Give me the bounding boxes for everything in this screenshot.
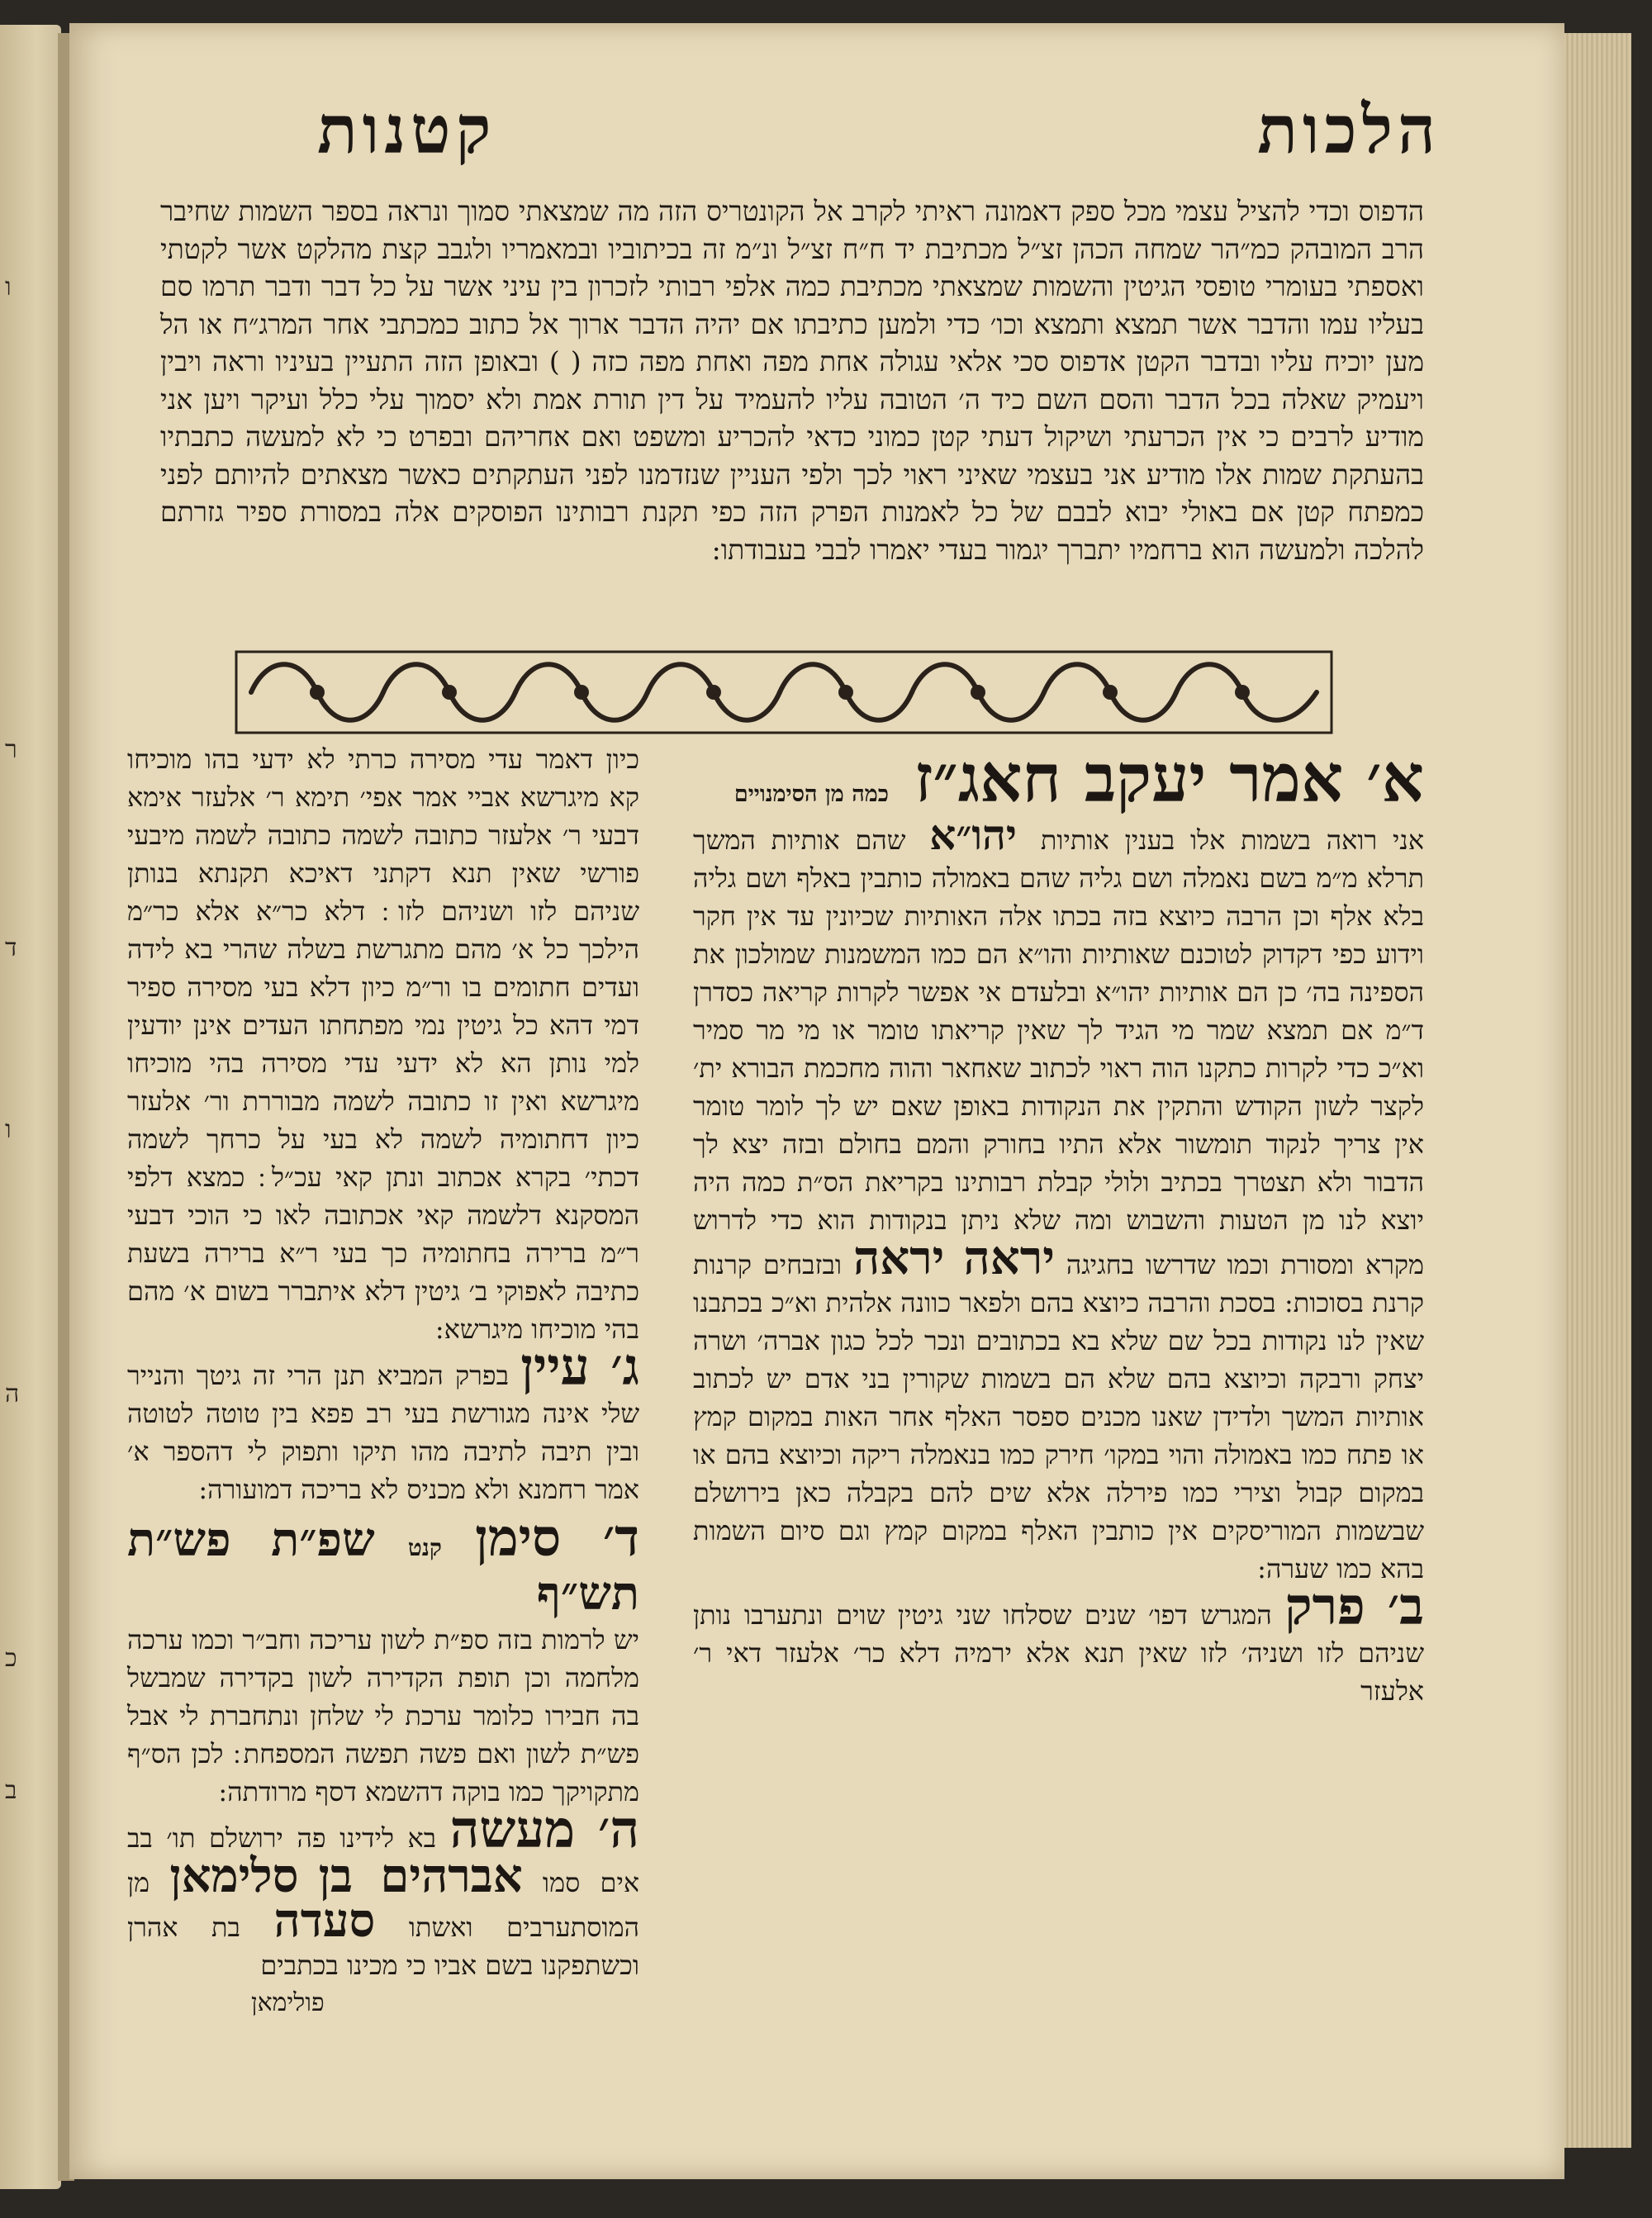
book-page	[69, 23, 1564, 2179]
section-2-body: המגרש דפו׳ שנים שסלחו שני גיטין שוים ונתערבו נותן שניהם לזו ושניה׳ לזו שאין תנא אלא ירמיה דלא כר׳ אלעזר דאי ר׳ אלעזר	[693, 1599, 1424, 1707]
margin-glyph: ב	[5, 1776, 17, 1805]
section-4-title: ד׳ סימן	[475, 1508, 639, 1568]
section-1-body: שהם אותיות המשך תרלא מ״מ בשם נאמלה ושם גליה שהם באמולה כותבין באלף ושם גליה בלא אלף וכן הרבה כיוצא בזה בכתו אלה האותיות שכיונין עד אין חקר וידוע כפי דקדוק לטוכנם שאותיות והו״א הם כמו המשמנות שמולכון את הספינה בה׳ כן הם אותיות יהו״א ובלעדם אי אפשר לקרות קריאה כסדרן ד״מ אם תמצא שמר מי הגיד לך שאין קריאתו טומר או מי מר סמיר וא״כ כדי לקרות כתקנו הוה ראוי לכתוב שאחאר והוה מחכמת הבורא ית׳ לקצר לשון הקודש והתקין את הנקודות באופן שאם יש לך לומר טומר אין צריך לנקוד תומשור אלא התיו בחורק והמם בחולם ובזה יצא לך הדבור ולא תצטרך בכתיב ולולי קבלת רבותינו בקריאת הס״ת כמה היה יוצא לנו מן הטעות והשבוש ומה שלא ניתן בנקודות הוא כדי לדרוש מקרא ומסורת וכמו שדרשו בחגיגה	[693, 824, 1425, 1280]
section-4-number: קנט	[407, 1534, 442, 1561]
section-4-words: שפ״ת פש״ת תש״ף	[127, 1513, 639, 1622]
left-paragraph-1: כיון דאמר עדי מסירה כרתי לא ידעי בהו מוכיחו קא מיגרשא אביי אמר אפי׳ תימא ר׳ אלעזר אימא דבעי ר׳ אלעזר כתובה לשמה כתובה לשמה מיבעי פורשי שאין תנא דקתני דאיכא תקנתא בנותן שניהם לזו ושניהם לזו ׃ דלא כר״א אלא כר״מ הילכך כל א׳ מהם מתגרשת בשלה שהרי בא לידה ועדים חתומים בו ור״מ כיון דלא בעי מסירה ספיר דמי דהא כל גיטין נמי מפתחתו העדים אינן יודעין למי נותן הא לא ידעי עדי מסירה בהי מוכיחו מיגרשא ואין זו כתובה לשמה מבוררת ור׳ אלעזר כיון דחתומיה לשמה לא בעי על כרחך לשמה דכתי׳ בקרא אכתוב ונתן קאי עכ״ל ׃ כמצא דלפי המסקנא דלשמה קאי אכתובה לאו כי הוכי דבעי ר״מ ברירה בחתומיה כך בעי ר״א ברירה בשעת כתיבה לאפוקי ב׳ גיטין דלא איתברר בשום א׳ מהם בהי מוכיחו מיגרשא:	[127, 743, 639, 1345]
section-3-body: בפרק המביא תנן הרי זה גיטך והנייר שלי אינה מגורשת בעי רב פפא בין טוטה לטוטה ובין תיבה לתיבה מהו תיקו ותפוק לי דהספר א׳ אמר רחמנא ולא מכניס לא בריכה דמועורה:	[127, 1360, 639, 1505]
section-3-heading: ג׳ עיין	[520, 1337, 640, 1397]
letters-yhwa: יהו״א	[929, 810, 1018, 859]
section-1-text	[693, 810, 1425, 1588]
left-column	[127, 740, 639, 2022]
right-column	[693, 740, 1424, 1710]
catchword: פולימאן	[251, 1988, 325, 2017]
page-edges	[1553, 33, 1631, 2148]
section-5-part-c: מן המוסתערבים ואשתו	[127, 1866, 640, 1943]
section-2-text	[693, 1576, 1425, 1710]
section-5-text	[127, 1798, 640, 1984]
name-suleiman: סלימאן	[169, 1848, 299, 1903]
section-5-part-a: בא לידינו פה ירושלם תו׳ בב אים	[127, 1821, 640, 1898]
section-3-text	[127, 1337, 640, 1508]
section-5-heading: ה׳ מעשה	[449, 1798, 640, 1859]
running-head-right: הלכות	[1257, 91, 1441, 169]
margin-glyph: ר	[5, 735, 17, 764]
section-5-part-d: בת אהרן וכשתפקנו בשם אביו כי מכינו בכתבים	[127, 1911, 639, 1981]
section-2-heading: ב׳ פרק	[1284, 1576, 1425, 1636]
facing-page-edge	[0, 25, 61, 2189]
section-1-heading	[693, 740, 1424, 816]
section-1-title: א׳ אמר יעקב חאג״ז	[914, 739, 1424, 817]
section-4-heading	[127, 1508, 639, 1621]
margin-glyph: כ	[5, 1644, 17, 1673]
margin-glyph: ו	[5, 1115, 12, 1144]
section-5-part-b: סמו	[542, 1866, 581, 1898]
section-4-text: יש לרמות בזה ספ״ת לשון עריכה וחב״ר וכמו ערכה מלחמה וכן תופת הקדירה לשון בקדירה שמבשל בה חבירו כלומר ערכת לי שלחן ונתחברת לי אבל פש״ת לשון ואם פשה תפשה המספחת ׃ לכן הס״ף מתקויקך כמו בוקה דהשמא דסף מרודתה:	[127, 1623, 639, 1807]
name-saada: סעדה	[273, 1893, 376, 1948]
emphasized-word: יראה יראה	[852, 1231, 1055, 1285]
section-1-side-note: כמה מן הסימנויים	[733, 781, 889, 807]
margin-glyph: ד	[5, 933, 17, 962]
ornamental-band	[235, 647, 1333, 738]
section-1-opening: אני רואה בשמות אלו בענין אותיות	[1040, 824, 1425, 856]
margin-glyph: ו	[5, 273, 12, 302]
intro-paragraph: הדפוס וכדי להציל עצמי מכל ספק דאמונה ראיתי לקרב אל הקונטריס הזה מה שמצאתי סמוך ונראה בספר השמות שחיבר הרב המובהק כמ״הר שמחה הכהן זצ״ל מכתיבת יד ח״ח זצ״ל ונ״מ זה בכיתוביו ובמאמריו ולגבב קצת מהלקט אשר לקטתי ואספתי בעומרי טופסי הגיטין והשמות שמצאתי מכתיבת כמה אלפי רבותי לזכרון בין עיני אשר על כל דבר ודבר תרמו סם בעליו עמו והדבר אשר תמצא ותמצא וכו׳ כדי ולמען כתיבתו אם יהיה הדבר ארוך אל כתוב כמכתבי אחר המרג״ח או הל מען יוכיח עליו ובדבר הקטן אדפוס סכי אלאי עגולה אחת מפה ואחת מפה כזה ( ) ובאופן הזה התעיין בעיניו וראה ויבין ויעמיק שאלה בכל הדבר והסם השם כיד ה׳ הטובה עליו להעמיד על דין תורת אמת ולא יסמוך עלי כלל ועיקר ויען אני מודיע לרבים כי אין הכרעתי ושיקול דעתי קטן כמוני כדאי להכריע ומשפט ואם אחריהם ובפרט כי לא למעשה כתבתיו בהעתקת שמות אלו מודיע אני בעצמי שאיני ראוי לכך ולפי העניין שנזדמנו לפני העתקתים כאשר מצאתים להיותם לפני כמפתח קטן אם באולי יבוא לבבם של כל לאמנות הפרק הזה כפי תקנת רבותינו הפוסקים אלה במסורת ספיר גזרתם להלכה ולמעשה הוא ברחמיו יתברך יגמור בעדי יאמרו לבבי בעבודתו:	[160, 195, 1425, 566]
margin-glyph: ה	[5, 1380, 20, 1408]
name-avraham: אברהים בן	[318, 1848, 523, 1903]
section-1-continuation: ובזבחים קרנות קרנת בסוכות: בסכת והרבה כיוצא בהם ולפאר כוונה אלהית וא״כ בכתבנו שאין לנו נקודות בכל שם שלא בא בכתובים ונכר לכל כגון אברה׳ ושרה יצחק ורבקה וכיוצא בהם שלא הם בשמות שקורין בני אדם יש לכתוב אותיות המשך ולדידן שאנו מכנים ספסר האלף אחר האות במקום קמץ או פתח כמו באמולה והוי במקו׳ חירק כמו בנאמלה ריקה וכיוצא בהם או במקום קבול וצירי כמו פירלה אלא שים להם בקבלה כאן בירושלם שבשמות המוריסקים אין כותבין האלף במקום קמץ וגם סיום השמות בהא כמו שערה:	[693, 1249, 1424, 1584]
running-head-left: קטנות	[317, 91, 496, 169]
